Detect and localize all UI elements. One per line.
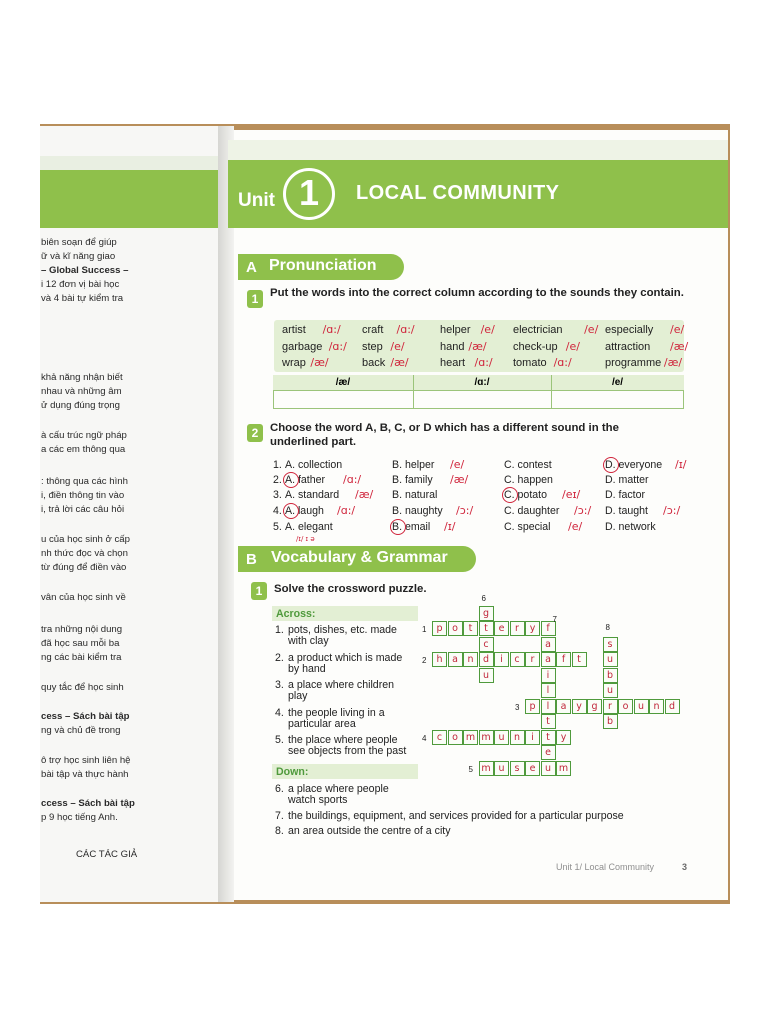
answer-option: D. factor — [605, 489, 646, 501]
exercise-number-badge: 2 — [247, 424, 263, 442]
left-page-line: p 9 học tiếng Anh. — [41, 812, 118, 823]
crossword-cell[interactable]: t — [572, 652, 587, 667]
crossword-cell[interactable]: n — [463, 652, 478, 667]
crossword-cell[interactable]: l — [541, 683, 556, 698]
crossword-clue-number: 7 — [552, 615, 557, 624]
crossword-cell[interactable]: s — [603, 637, 618, 652]
left-page-line: nh thức đọc và chọn — [41, 548, 128, 559]
section-b-letter: B — [246, 551, 257, 568]
crossword-cell[interactable]: t — [463, 621, 478, 636]
handwritten-sound: /e/ — [568, 520, 583, 533]
crossword-cell[interactable]: a — [448, 652, 463, 667]
word-item: electrician — [513, 324, 563, 336]
left-page-line: ccess – Sách bài tập — [41, 798, 135, 809]
left-page-line: i 12 đơn vị bài học — [41, 279, 120, 290]
clue-number: 7. — [275, 810, 284, 822]
crossword-clue-number: 8 — [605, 622, 610, 632]
question-number: 1. — [273, 459, 282, 471]
answer-option: A. standard — [285, 489, 340, 501]
clue-text: the place where people — [288, 734, 398, 746]
word-item: hand — [440, 341, 465, 353]
clue-number: 3. — [275, 679, 284, 691]
answer-circle-mark — [390, 519, 406, 535]
unit-word: Unit — [238, 190, 275, 211]
page-number: 3 — [682, 862, 688, 872]
clue-text: particular area — [288, 718, 356, 730]
answer-option: C. contest — [504, 459, 552, 471]
crossword-cell[interactable]: p — [432, 621, 447, 636]
authors-signature: CÁC TÁC GIẢ — [76, 849, 138, 860]
clue-text: a place where children — [288, 679, 394, 691]
left-page-line: nhau và những âm — [41, 386, 122, 397]
handwritten-sound: /æ/ — [390, 356, 409, 369]
handwritten-sound: /ɔ:/ — [574, 504, 592, 517]
word-item: programme — [605, 357, 662, 369]
down-label: Down: — [276, 766, 309, 778]
handwritten-sound: /e/ — [565, 340, 580, 353]
handwritten-sound: /ɔ:/ — [456, 504, 474, 517]
clue-text: the buildings, equipment, and services provided for a particular purpose — [288, 810, 624, 822]
book-gutter — [218, 126, 234, 902]
handwritten-sound: /ɪ/ — [444, 520, 456, 533]
clue-text: with clay — [288, 635, 329, 647]
crossword-cell[interactable]: e — [541, 745, 556, 760]
handwritten-sound: /eɪ/ — [562, 488, 581, 501]
left-page-line: ng các bài kiểm tra — [41, 652, 122, 663]
table-col-e: /e/ — [611, 377, 624, 388]
crossword-cell[interactable]: t — [479, 621, 494, 636]
handwritten-sound: /ɑ:/ — [553, 356, 572, 369]
crossword-cell[interactable]: c — [479, 637, 494, 652]
crossword-cell[interactable]: r — [510, 621, 525, 636]
crossword-cell[interactable]: u — [603, 652, 618, 667]
answer-option: A. father — [285, 474, 326, 486]
answer-circle-mark — [283, 472, 299, 488]
crossword-cell[interactable]: m — [479, 730, 494, 745]
clue-number: 8. — [275, 825, 284, 837]
crossword-cell[interactable]: r — [525, 652, 540, 667]
table-col-ae: /æ/ — [335, 377, 351, 388]
word-item: check-up — [513, 341, 558, 353]
left-page-header-light — [40, 156, 228, 170]
crossword-clue-number: 1 — [422, 625, 427, 634]
section-b-title: Vocabulary & Grammar — [271, 549, 448, 566]
clue-text: watch sports — [288, 794, 348, 806]
crossword-cell[interactable]: n — [510, 730, 525, 745]
crossword-cell[interactable]: n — [649, 699, 664, 714]
handwritten-sound: /ɑ:/ — [337, 504, 356, 517]
word-item: attraction — [605, 341, 651, 353]
clue-number: 2. — [275, 652, 284, 664]
handwritten-sound: /ɑ:/ — [328, 340, 347, 353]
clue-number: 4. — [275, 707, 284, 719]
crossword-cell[interactable]: l — [541, 699, 556, 714]
left-page-line: đã học sau mỗi ba — [41, 638, 120, 649]
handwritten-sound: /ɪ/ — [675, 458, 687, 471]
crossword-cell[interactable]: a — [556, 699, 571, 714]
clue-text: an area outside the centre of a city — [288, 825, 451, 837]
crossword-cell[interactable]: a — [541, 637, 556, 652]
answer-option: B. natural — [392, 489, 438, 501]
crossword-cell[interactable]: e — [494, 621, 509, 636]
crossword-clue-number: 5 — [468, 764, 473, 774]
crossword-cell[interactable]: g — [479, 606, 494, 621]
clue-number: 1. — [275, 624, 284, 636]
crossword-cell[interactable]: o — [448, 621, 463, 636]
clue-text: a product which is made — [288, 652, 403, 664]
handwritten-sound: /ɑ:/ — [322, 323, 341, 336]
clue-text: the people living in a — [288, 707, 385, 719]
word-item: tomato — [513, 357, 547, 369]
left-page-line: từ đúng để điền vào — [41, 562, 127, 573]
word-item: especially — [605, 324, 654, 336]
handwritten-sound: /æ/ — [310, 356, 329, 369]
left-page-line: quy tắc để học sinh — [41, 682, 124, 693]
left-page-line: biên soạn để giúp — [41, 237, 117, 248]
crossword-cell[interactable]: d — [665, 699, 680, 714]
crossword-cell[interactable]: u — [494, 730, 509, 745]
handwritten-sound: /ɔ:/ — [663, 504, 681, 517]
crossword-cell[interactable]: t — [541, 714, 556, 729]
crossword-cell[interactable]: i — [494, 652, 509, 667]
answer-circle-mark — [603, 457, 619, 473]
crossword-clue-number: 2 — [422, 656, 427, 665]
left-page-line: i, trả lời các câu hỏi — [41, 504, 125, 515]
answer-option: D. network — [605, 521, 656, 533]
crossword-cell[interactable]: u — [634, 699, 649, 714]
crossword-cell[interactable]: t — [541, 730, 556, 745]
exercise-instruction: Solve the crossword puzzle. — [274, 583, 427, 595]
crossword-clue-number: 4 — [422, 733, 427, 743]
answer-option: C. daughter — [504, 505, 560, 517]
left-page-line: u của học sinh ở cấp — [41, 534, 130, 545]
word-item: heart — [440, 357, 466, 369]
handwritten-sound: /æ/ — [468, 340, 487, 353]
exercise-instruction: Put the words into the correct column according to the sounds they contain. — [270, 287, 684, 299]
answer-option: B. family — [392, 474, 433, 486]
crossword-cell[interactable]: m — [556, 761, 571, 776]
crossword-cell[interactable]: b — [603, 714, 618, 729]
crossword-cell[interactable]: f — [541, 621, 556, 636]
crossword-cell[interactable]: m — [479, 761, 494, 776]
crossword-cell[interactable]: y — [556, 730, 571, 745]
handwritten-sound: /e/ — [584, 323, 599, 336]
answer-option: C. special — [504, 521, 551, 533]
handwritten-sound: /e/ — [480, 323, 495, 336]
question-number: 2. — [273, 474, 282, 486]
crossword-cell[interactable]: d — [479, 652, 494, 667]
left-page-line: ng và chủ đề trong — [41, 725, 121, 736]
crossword-clue-number: 3 — [515, 702, 520, 712]
handwritten-sound: /æ/ — [663, 356, 683, 369]
left-page-header-band — [40, 170, 228, 228]
handwritten-sound: /ɑ:/ — [343, 473, 362, 486]
crossword-cell[interactable]: a — [541, 652, 556, 667]
left-page-line: : thông qua các hình — [41, 476, 128, 487]
crossword-cell[interactable]: u — [603, 683, 618, 698]
left-page-line: – Global Success – — [41, 265, 129, 276]
left-page-line: tra những nội dung — [41, 624, 123, 635]
word-item: craft — [362, 324, 384, 336]
left-page-line: và 4 bài tự kiểm tra — [41, 293, 124, 304]
crossword-cell[interactable]: m — [463, 730, 478, 745]
answer-circle-mark — [283, 503, 299, 519]
exercise-instruction: Choose the word A, B, C, or D which has a different sound in the underlined part. — [270, 422, 619, 448]
crossword-cell[interactable]: p — [525, 699, 540, 714]
clue-text: a place where people — [288, 783, 389, 795]
word-item: step — [362, 341, 383, 353]
handwritten-sound: /ɑ:/ — [396, 323, 415, 336]
clue-number: 6. — [275, 783, 284, 795]
handwritten-sound: /e/ — [390, 340, 405, 353]
crossword-cell[interactable]: y — [572, 699, 587, 714]
answer-option: D. matter — [605, 474, 649, 486]
answer-circle-mark — [502, 487, 518, 503]
crossword-cell[interactable]: h — [432, 652, 447, 667]
answer-option: A. collection — [285, 459, 343, 471]
left-page-line: à cấu trúc ngữ pháp — [41, 430, 127, 441]
question-number: 4. — [273, 505, 282, 517]
left-page-line: ử dụng đúng trọng — [41, 400, 120, 411]
crossword-cell[interactable]: c — [510, 652, 525, 667]
crossword-cell[interactable]: u — [479, 668, 494, 683]
answer-option: D. taught — [605, 505, 648, 517]
clue-text: play — [288, 690, 308, 702]
crossword-cell[interactable]: b — [603, 668, 618, 683]
unit-header-light — [228, 140, 728, 160]
clue-text: by hand — [288, 663, 326, 675]
left-page-line: vân của học sinh về — [41, 592, 126, 603]
handwritten-note: /ɪ/ ɪ ə — [296, 535, 315, 543]
left-page-line: a các em thông qua — [41, 444, 126, 455]
clue-number: 5. — [275, 734, 284, 746]
word-item: wrap — [282, 357, 306, 369]
handwritten-sound: /æ/ — [355, 488, 374, 501]
clue-text: pots, dishes, etc. made — [288, 624, 397, 636]
table-col-a: /ɑ:/ — [474, 377, 490, 388]
unit-number: 1 — [298, 172, 320, 213]
crossword-cell[interactable]: i — [541, 668, 556, 683]
crossword-cell[interactable]: o — [448, 730, 463, 745]
crossword-cell[interactable]: g — [587, 699, 602, 714]
word-item: helper — [440, 324, 471, 336]
crossword-cell[interactable]: s — [510, 761, 525, 776]
exercise-number-badge: 1 — [247, 290, 263, 308]
answer-option: B. naughty — [392, 505, 443, 517]
exercise-number-badge: 1 — [251, 582, 267, 600]
word-item: artist — [282, 324, 306, 336]
word-item: garbage — [282, 341, 323, 353]
left-page-line: i, điền thông tin vào — [41, 490, 125, 501]
crossword-cell[interactable]: u — [494, 761, 509, 776]
left-page-line: ữ và kĩ năng giao — [41, 251, 116, 262]
handwritten-sound: /e/ — [450, 458, 465, 471]
crossword-clue-number: 6 — [481, 593, 486, 603]
handwritten-sound: /e/ — [670, 323, 685, 336]
section-a-title: Pronunciation — [269, 257, 377, 274]
crossword-cell[interactable]: f — [556, 652, 571, 667]
left-page-line: bài tập và thực hành — [41, 769, 129, 780]
answer-option: C. potato — [504, 489, 547, 501]
answer-option: C. happen — [504, 474, 553, 486]
word-item: back — [362, 357, 386, 369]
crossword-cell[interactable]: e — [525, 761, 540, 776]
crossword-cell[interactable]: r — [603, 699, 618, 714]
crossword-cell[interactable]: i — [525, 730, 540, 745]
left-page-line: ô trợ học sinh liên hệ — [41, 755, 131, 766]
left-page-line: cess – Sách bài tập — [41, 711, 130, 722]
crossword-cell[interactable]: o — [618, 699, 633, 714]
crossword-cell[interactable]: u — [541, 761, 556, 776]
handwritten-sound: /ɑ:/ — [474, 356, 493, 369]
question-number: 5. — [273, 521, 282, 533]
left-page-line: khả năng nhận biết — [41, 372, 123, 383]
answer-option: B. helper — [392, 459, 435, 471]
handwritten-sound: /æ/ — [670, 340, 689, 353]
handwritten-sound: /æ/ — [450, 473, 469, 486]
unit-title: LOCAL COMMUNITY — [356, 182, 560, 204]
crossword-cell[interactable]: c — [432, 730, 447, 745]
across-label: Across: — [276, 608, 316, 620]
answer-option: A. laugh — [285, 505, 324, 517]
crossword-cell[interactable]: y — [525, 621, 540, 636]
answer-option: A. elegant — [285, 521, 333, 533]
answer-option: B. email — [392, 521, 431, 533]
footer-running-title: Unit 1/ Local Community — [556, 862, 655, 872]
clue-text: see objects from the past — [288, 745, 407, 757]
question-number: 3. — [273, 489, 282, 501]
section-a-letter: A — [246, 259, 257, 276]
answer-option: D. everyone — [605, 459, 663, 471]
